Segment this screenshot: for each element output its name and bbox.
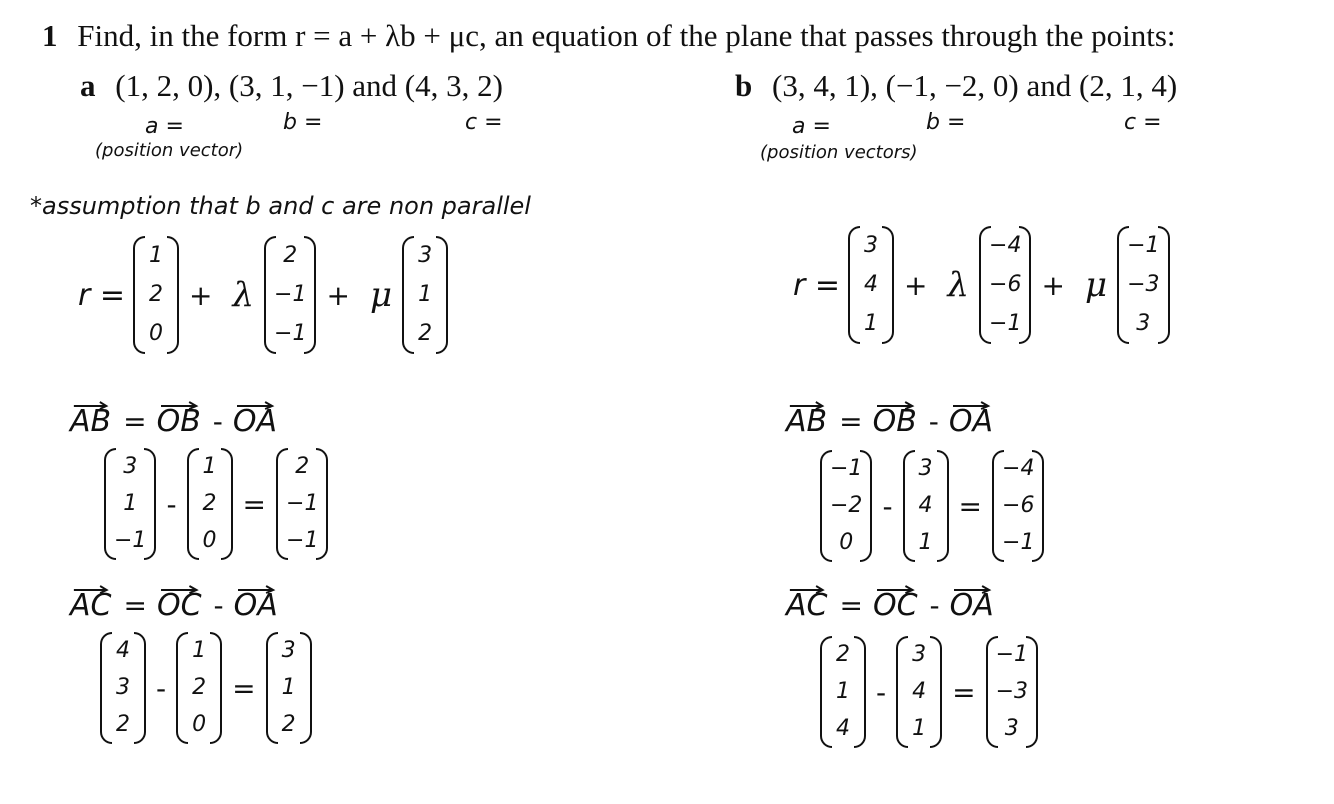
matrix-cell: 4 (864, 271, 879, 297)
part-a-c-label: c = (465, 110, 503, 135)
part-b-a-label: a = (792, 114, 831, 139)
vector-ab (786, 404, 827, 439)
part-a-points: (1, 2, 0), (3, 1, −1) and (4, 3, 2) (115, 68, 503, 103)
matrix-cell: 3 (116, 674, 130, 700)
vector-oa (233, 404, 277, 439)
part-b-ac-first (820, 636, 866, 748)
matrix-cell: 2 (149, 281, 164, 307)
matrix-cell: 2 (116, 712, 130, 738)
part-a-ac-result (266, 632, 312, 744)
matrix-cell: −6 (989, 271, 1022, 297)
vector-oa (234, 588, 278, 623)
vector-arrow-icon (72, 584, 109, 590)
equals-sign: = (123, 405, 147, 438)
vector-ab-text: AB (786, 404, 828, 439)
part-a-ac-first (100, 632, 146, 744)
vector-arrow-icon (788, 400, 825, 406)
matrix-cell: 4 (912, 678, 927, 704)
matrix-cell: 1 (281, 674, 296, 700)
vector-arrow-icon (952, 584, 992, 590)
part-a-vector-c (402, 236, 448, 354)
matrix-cell: 4 (116, 637, 130, 663)
part-a-ab-second (187, 448, 233, 560)
matrix-cell: −1 (989, 311, 1022, 337)
equals-sign: = (952, 675, 976, 709)
vector-ob (873, 404, 917, 439)
vector-oc (873, 588, 918, 623)
vector-arrow-icon (72, 400, 109, 406)
matrix-cell: 2 (295, 453, 310, 479)
matrix-cell: 2 (418, 321, 433, 347)
matrix-cell: 2 (281, 712, 296, 738)
plus-sign: + (1041, 268, 1065, 302)
part-b-equation (785, 226, 1170, 344)
vector-arrow-icon (159, 584, 200, 590)
vector-ac (786, 588, 827, 623)
vector-ob (157, 404, 201, 439)
vector-oc-text: OC (156, 588, 202, 623)
part-b-line (735, 68, 1177, 104)
part-a-ac-second (176, 632, 222, 744)
part-a-note: (position vector) (95, 140, 244, 161)
part-a-ac-computation (100, 632, 312, 744)
matrix-cell: −1 (1127, 232, 1160, 258)
vector-ac (70, 588, 111, 623)
vector-oc (157, 588, 202, 623)
part-b-ab-first (820, 450, 872, 562)
matrix-cell: −1 (274, 321, 307, 347)
matrix-cell: −3 (995, 678, 1029, 704)
minus-sign: - (928, 405, 939, 438)
part-a-r-label: r = (78, 277, 126, 313)
matrix-cell: 3 (912, 641, 927, 667)
matrix-cell: 0 (202, 528, 217, 554)
part-a-vector-b (264, 236, 316, 354)
equals-sign: = (839, 589, 863, 622)
plus-sign: + (904, 268, 928, 302)
matrix-cell: 1 (418, 281, 433, 307)
part-b-ab-second (903, 450, 949, 562)
part-b-ab-result (992, 450, 1044, 562)
vector-arrow-icon (159, 400, 199, 406)
matrix-cell: 1 (912, 716, 927, 742)
matrix-cell: 3 (418, 242, 433, 268)
part-a-ab-computation (104, 448, 328, 560)
matrix-cell: 0 (149, 321, 164, 347)
vector-oa-text: OA (232, 404, 278, 439)
matrix-cell: 0 (192, 712, 207, 738)
minus-sign: - (156, 671, 167, 705)
plus-sign: + (326, 278, 350, 312)
part-b-ab-computation (820, 450, 1044, 562)
matrix-cell: 1 (918, 530, 933, 556)
matrix-cell: 1 (836, 678, 850, 704)
part-b-note: (position vectors) (760, 142, 918, 163)
matrix-cell: 1 (202, 453, 217, 479)
matrix-cell: 3 (281, 637, 296, 663)
matrix-cell: 0 (839, 530, 854, 556)
part-b-ac-heading (786, 588, 996, 623)
matrix-cell: 1 (192, 637, 207, 663)
part-a-ab-first (104, 448, 156, 560)
vector-arrow-icon (951, 400, 991, 406)
assumption-note: *assumption that b and c are non parallel (30, 192, 531, 220)
vector-ac-text: AC (70, 588, 112, 623)
matrix-cell: −1 (274, 281, 307, 307)
matrix-cell: 1 (864, 311, 879, 337)
matrix-cell: 4 (836, 716, 850, 742)
plus-sign: + (189, 278, 213, 312)
lambda-symbol: λ (232, 275, 255, 315)
vector-oa-text: OA (948, 404, 994, 439)
matrix-cell: 3 (1004, 716, 1019, 742)
part-a-b-label: b = (283, 110, 323, 135)
part-b-b-label: b = (926, 110, 966, 135)
matrix-cell: −2 (830, 492, 863, 518)
part-b-vector-a (848, 226, 894, 344)
vector-ob-text: OB (156, 404, 201, 439)
part-b-ac-result (986, 636, 1038, 748)
minus-sign: - (166, 487, 177, 521)
matrix-cell: 3 (1136, 311, 1151, 337)
vector-ac-text: AC (786, 588, 828, 623)
matrix-cell: 3 (123, 453, 138, 479)
part-a-vector-a (133, 236, 179, 354)
vector-ab (70, 404, 111, 439)
part-a-ab-result (276, 448, 328, 560)
question-text: Find, in the form r = a + λb + μc, an equation of the plane that passes through the points: (77, 18, 1176, 53)
vector-arrow-icon (788, 584, 825, 590)
equals-sign: = (958, 489, 983, 523)
vector-arrow-icon (875, 400, 915, 406)
lambda-symbol: λ (947, 265, 970, 305)
equals-sign: = (232, 671, 256, 705)
matrix-cell: −1 (995, 641, 1029, 667)
matrix-cell: −3 (1127, 271, 1160, 297)
part-b-c-label: c = (1124, 110, 1162, 135)
matrix-cell: 1 (123, 490, 138, 516)
part-b-label: b (735, 68, 753, 103)
minus-sign: - (213, 589, 224, 622)
minus-sign: - (876, 675, 887, 709)
matrix-cell: 2 (192, 674, 207, 700)
matrix-cell: 2 (283, 242, 298, 268)
part-b-vector-b (979, 226, 1031, 344)
vector-oa (950, 588, 994, 623)
matrix-cell: −1 (286, 490, 319, 516)
mu-symbol: μ (1084, 265, 1108, 305)
part-b-ac-second (896, 636, 942, 748)
minus-sign: - (929, 589, 940, 622)
part-b-r-label: r = (793, 267, 841, 303)
part-a-ac-heading (70, 588, 280, 623)
vector-oa-text: OA (233, 588, 278, 623)
equals-sign: = (839, 405, 863, 438)
matrix-cell: −4 (989, 232, 1022, 258)
vector-ab-text: AB (70, 404, 112, 439)
matrix-cell: −1 (114, 528, 147, 554)
part-a-ab-heading (70, 404, 279, 439)
equals-sign: = (242, 487, 267, 521)
part-b-points: (3, 4, 1), (−1, −2, 0) and (2, 1, 4) (772, 68, 1178, 103)
mu-symbol: μ (369, 275, 393, 315)
matrix-cell: −4 (1002, 455, 1035, 481)
matrix-cell: 3 (864, 232, 879, 258)
question-number: 1 (42, 18, 58, 53)
vector-oc-text: OC (872, 588, 918, 623)
part-a-line (80, 68, 503, 104)
minus-sign: - (212, 405, 223, 438)
part-a-a-label: a = (145, 114, 184, 139)
matrix-cell: 2 (836, 641, 850, 667)
matrix-cell: −1 (830, 455, 863, 481)
matrix-cell: −6 (1002, 492, 1035, 518)
vector-arrow-icon (235, 400, 275, 406)
vector-arrow-icon (236, 584, 276, 590)
vector-oa (949, 404, 993, 439)
part-b-vector-c (1117, 226, 1169, 344)
matrix-cell: −1 (286, 528, 319, 554)
part-a-equation (70, 236, 448, 354)
vector-arrow-icon (875, 584, 916, 590)
part-b-ac-computation (820, 636, 1038, 748)
part-b-ab-heading (786, 404, 995, 439)
question-line (42, 18, 1176, 54)
matrix-cell: 4 (918, 492, 933, 518)
vector-ob-text: OB (872, 404, 917, 439)
vector-oa-text: OA (949, 588, 994, 623)
matrix-cell: 1 (149, 242, 164, 268)
equals-sign: = (123, 589, 147, 622)
matrix-cell: 3 (918, 455, 933, 481)
part-a-label: a (80, 68, 96, 103)
matrix-cell: 2 (202, 490, 217, 516)
minus-sign: - (882, 489, 893, 523)
matrix-cell: −1 (1002, 530, 1035, 556)
